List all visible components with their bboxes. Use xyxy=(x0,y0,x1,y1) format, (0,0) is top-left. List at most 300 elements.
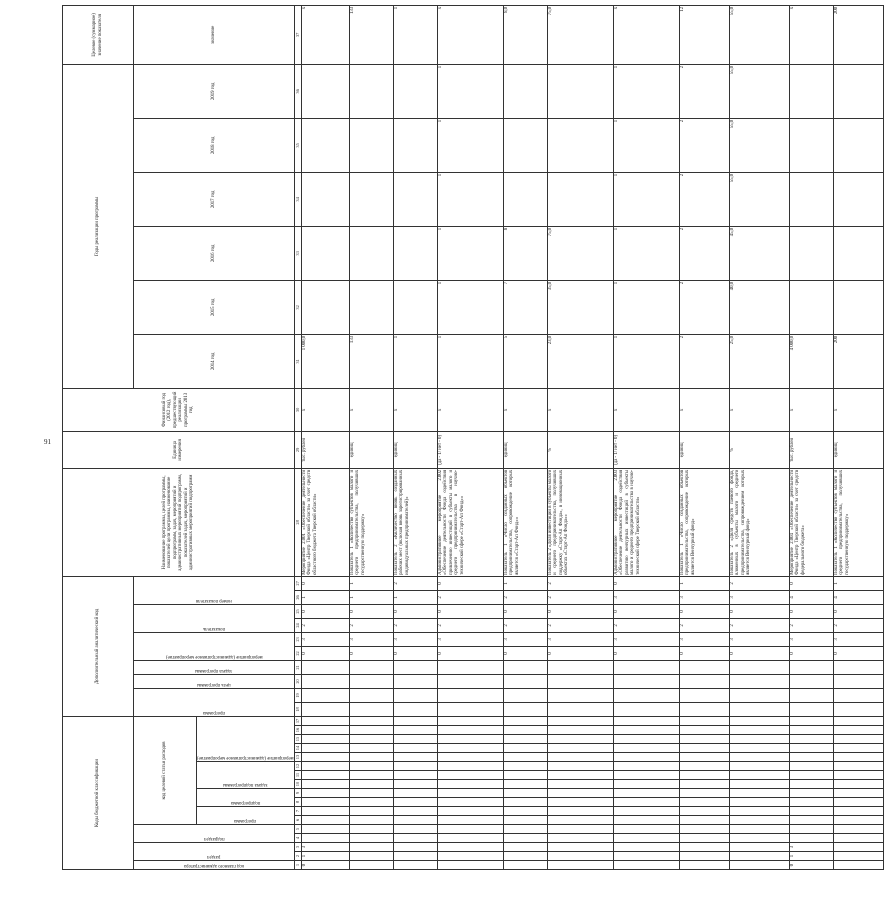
year-value-cell: 2 xyxy=(679,226,729,280)
year-value-cell xyxy=(789,280,833,334)
expense-code-cell xyxy=(437,726,503,735)
expense-code-cell xyxy=(789,726,833,735)
expense-code-cell xyxy=(437,762,503,771)
extra-code-cell: 0 xyxy=(503,646,547,660)
extra-code-cell: 1 xyxy=(301,590,349,604)
column-number-cell: 34 xyxy=(294,172,301,226)
year-value-cell: 2 xyxy=(679,334,729,388)
extra-code-cell: 1 xyxy=(833,576,883,590)
target-value-cell: х xyxy=(613,5,679,64)
column-number-cell: 23 xyxy=(294,632,301,646)
extra-code-cell: 0 xyxy=(349,646,393,660)
extra-code-cell: 3 xyxy=(679,590,729,604)
subsection-code-cell xyxy=(833,843,883,852)
column-number-cell: 32 xyxy=(294,280,301,334)
expense-code-cell xyxy=(679,716,729,725)
program-table xyxy=(62,5,884,870)
table-row xyxy=(547,5,613,869)
expense-code-cell xyxy=(679,825,729,834)
year-value-cell xyxy=(349,280,393,334)
column-number-cell: 36 xyxy=(294,64,301,118)
expense-code-cell xyxy=(393,716,437,725)
expense-code-cell xyxy=(503,816,547,825)
column-number-cell: 13 xyxy=(294,753,301,762)
expense-code-cell xyxy=(789,834,833,843)
extra-code-cell xyxy=(729,702,789,716)
expense-code-cell xyxy=(547,726,613,735)
table-row xyxy=(349,5,393,869)
extra-code-cell xyxy=(349,702,393,716)
expense-code-cell xyxy=(349,753,393,762)
year-value-cell xyxy=(393,118,437,172)
subsection-code-cell xyxy=(437,843,503,852)
expense-code-cell xyxy=(349,789,393,798)
expense-code-cell xyxy=(301,816,349,825)
extra-code-cell xyxy=(679,702,729,716)
expense-code-cell xyxy=(503,735,547,744)
extra-code-cell: 3 xyxy=(613,590,679,604)
extra-code-cell: 2 xyxy=(729,618,789,632)
expense-code-cell xyxy=(789,716,833,725)
column-number-cell: 33 xyxy=(294,226,301,280)
admin-code-cell xyxy=(547,861,613,870)
year-value-cell xyxy=(833,64,883,118)
extra-code-cell: 0 xyxy=(437,646,503,660)
table-row xyxy=(393,5,437,869)
expense-code-cell xyxy=(833,834,883,843)
expense-code-cell xyxy=(613,807,679,816)
extra-code-cell xyxy=(789,674,833,688)
year-value-cell xyxy=(547,64,613,118)
expense-code-cell xyxy=(393,744,437,753)
expense-code-cell xyxy=(301,789,349,798)
expense-code-cell xyxy=(503,771,547,780)
expense-code-cell xyxy=(503,807,547,816)
admin-code-cell xyxy=(349,861,393,870)
year-value-cell: 23,0 xyxy=(547,334,613,388)
expense-code-cell xyxy=(437,753,503,762)
column-number-cell: 16 xyxy=(294,726,301,735)
expense-code-cell xyxy=(437,716,503,725)
expense-code-cell xyxy=(729,798,789,807)
target-header: Целевое (суммарное) значение показателя xyxy=(63,5,134,64)
year-value-cell: 4 000,0 xyxy=(789,334,833,388)
year-value-cell: 75,0 xyxy=(547,226,613,280)
extra-code-cell: 0 xyxy=(833,646,883,660)
extra-code-cell: 0 xyxy=(349,604,393,618)
extra-code-cell: 3 xyxy=(679,632,729,646)
column-number-cell: 37 xyxy=(294,5,301,64)
column-number-cell: 5 xyxy=(294,825,301,834)
expense-code-cell xyxy=(789,753,833,762)
extra-col-indicator-number: номер показателя xyxy=(195,597,232,603)
budget-codes-header: Коды бюджетной классификации xyxy=(63,716,134,869)
extra-code-cell xyxy=(437,688,503,702)
subsection-code-cell xyxy=(393,843,437,852)
program-item-text: Показатель 1 «Количество субъектов малого и среднего предпринимательства, получивших государственную поддержку» xyxy=(349,468,393,576)
year-value-cell xyxy=(301,280,349,334)
admin-code-cell xyxy=(437,861,503,870)
expense-code-cell xyxy=(301,834,349,843)
header-row-1 xyxy=(63,5,134,869)
program-name-header: Наименование программы, целей программы, показателей цели программы, наименование подпрограмм, задач, мероприятий и административных мероприятий подпрограмм, показателей задач, мероприятий и административных мероприятий подпрограмм xyxy=(63,468,295,576)
expense-code-cell xyxy=(729,789,789,798)
extra-code-cell: 2 xyxy=(349,618,393,632)
expense-code-cell xyxy=(547,716,613,725)
extra-code-cell xyxy=(613,674,679,688)
expense-code-cell xyxy=(613,816,679,825)
expense-code-cell xyxy=(503,780,547,789)
unit-cell: тыс. рублей xyxy=(789,431,833,468)
fin-year-cell: х xyxy=(729,388,789,431)
expense-code-cell xyxy=(301,753,349,762)
admin-code-cell: 0 xyxy=(789,861,833,870)
expense-code-cell xyxy=(393,798,437,807)
extra-col-indicator: показатель xyxy=(202,625,225,631)
program-item-text: Показатель 2 «Доля средств паевого фонда, вложенных в субъекты малого и среднего предпринимательства, сопровождением которых является Венчурный фонд» xyxy=(729,468,789,576)
extra-col-event: мероприятие (административное мероприятие) xyxy=(165,653,263,659)
year-value-cell xyxy=(547,172,613,226)
expense-code-cell xyxy=(503,716,547,725)
column-number-cell: 28 xyxy=(294,468,301,576)
expense-code-cell xyxy=(349,798,393,807)
target-value-cell: 55,0 xyxy=(729,5,789,64)
year-2017-header: 2017 год xyxy=(134,172,295,226)
extra-code-cell: 0 xyxy=(301,646,349,660)
year-value-cell: 1 xyxy=(437,226,503,280)
year-value-cell xyxy=(503,64,547,118)
expense-code-cell xyxy=(503,825,547,834)
extra-code-cell: 0 xyxy=(613,576,679,590)
expense-code-cell xyxy=(349,780,393,789)
extra-code-cell xyxy=(729,660,789,674)
year-value-cell xyxy=(789,118,833,172)
year-value-cell xyxy=(301,64,349,118)
expense-code-cell xyxy=(613,825,679,834)
expense-code-cell xyxy=(547,825,613,834)
extra-code-cell xyxy=(789,688,833,702)
extra-code-cell: 3 xyxy=(503,632,547,646)
section-code-cell xyxy=(729,852,789,861)
expense-code-cell xyxy=(729,816,789,825)
column-number-cell: 20 xyxy=(294,674,301,688)
year-value-cell: 25,0 xyxy=(729,334,789,388)
extra-code-cell xyxy=(437,660,503,674)
admin-code-cell xyxy=(613,861,679,870)
section-code-cell xyxy=(547,852,613,861)
extra-code-cell xyxy=(613,702,679,716)
program-item-text: Показатель 1 «Количество субъектов малого и среднего предпринимательства, получивших государственную поддержку» xyxy=(833,468,883,576)
year-value-cell xyxy=(547,118,613,172)
extra-code-cell: 0 xyxy=(789,646,833,660)
year-value-cell xyxy=(789,64,833,118)
expense-code-cell xyxy=(349,726,393,735)
year-value-cell: 1 xyxy=(393,334,437,388)
extra-code-cell: 0 xyxy=(679,604,729,618)
unit-cell: тыс. рублей xyxy=(301,431,349,468)
column-number-cell: 1 xyxy=(294,861,301,870)
target-value-cell: х xyxy=(301,5,349,64)
expense-code-cell xyxy=(349,834,393,843)
extra-code-cell: 2 xyxy=(503,618,547,632)
year-value-cell xyxy=(833,226,883,280)
target-value-cell: 75,0 xyxy=(547,5,613,64)
year-value-cell xyxy=(833,280,883,334)
year-2019-header: 2019 год xyxy=(134,64,295,118)
extra-code-cell: 2 xyxy=(437,618,503,632)
extra-code-cell: 0 xyxy=(729,604,789,618)
extra-code-cell xyxy=(393,660,437,674)
admin-code-cell xyxy=(729,861,789,870)
program-item-text: Административное мероприятие 2.002 «Обеспечение деятельности Фонда содействия привлечению инвестиций в субъекты малого и среднего предпринимательства в научно-технической сфере «Старт-Ап Фонд»» xyxy=(437,468,503,576)
extra-code-cell xyxy=(613,660,679,674)
extra-code-cell xyxy=(789,660,833,674)
expense-code-cell xyxy=(393,816,437,825)
extra-code-header: Дополнительный аналитический код xyxy=(63,576,134,716)
extra-code-cell: 3 xyxy=(393,632,437,646)
year-value-cell: 1 xyxy=(437,334,503,388)
extra-code-cell: 2 xyxy=(301,618,349,632)
expense-code-cell xyxy=(789,825,833,834)
column-number-cell: 15 xyxy=(294,735,301,744)
extra-code-cell: 0 xyxy=(547,646,613,660)
code-col-section: раздел xyxy=(207,854,221,859)
column-number-cell: 24 xyxy=(294,618,301,632)
admin-code-cell xyxy=(393,861,437,870)
extra-code-cell xyxy=(301,688,349,702)
fin-year-header: Финансовый год (2012 год), предшествующий реализации программы 2013 год xyxy=(63,388,295,431)
admin-code-cell xyxy=(503,861,547,870)
extra-code-cell: 3 xyxy=(729,632,789,646)
code-col-subsection: подраздел xyxy=(203,836,225,841)
extra-code-cell xyxy=(349,674,393,688)
year-value-cell: 2 xyxy=(679,118,729,172)
program-item-text: Показатель 1 «Число созданных объектов предпринимательства, сопровождение которых является Венчурный фонд» xyxy=(679,468,729,576)
expense-code-cell xyxy=(547,834,613,843)
unit-cell: (да - 1/ нет - 0) xyxy=(613,431,679,468)
target-value-cell: 1 xyxy=(393,5,437,64)
extra-code-cell xyxy=(679,674,729,688)
year-value-cell: 55,0 xyxy=(729,172,789,226)
year-2016-header: 2016 год xyxy=(134,226,295,280)
expense-code-cell xyxy=(393,771,437,780)
year-value-cell: 1 xyxy=(613,172,679,226)
unit-cell: единиц xyxy=(503,431,547,468)
expense-code-cell xyxy=(789,771,833,780)
extra-code-cell xyxy=(393,702,437,716)
expense-code-cell xyxy=(437,807,503,816)
extra-code-cell: 3 xyxy=(729,590,789,604)
extra-code-cell: 2 xyxy=(729,576,789,590)
extra-code-cell: 4 xyxy=(833,590,883,604)
expense-code-cell xyxy=(679,816,729,825)
year-value-cell xyxy=(349,118,393,172)
extra-code-cell: 2 xyxy=(393,576,437,590)
expense-code-cell xyxy=(437,735,503,744)
extra-code-cell xyxy=(437,674,503,688)
expense-code-cell xyxy=(679,744,729,753)
expense-code-cell xyxy=(301,771,349,780)
extra-code-cell: 0 xyxy=(393,604,437,618)
year-value-cell xyxy=(789,226,833,280)
column-number-cell: 30 xyxy=(294,388,301,431)
target-value-cell: 8,0 xyxy=(503,5,547,64)
extra-code-cell xyxy=(613,688,679,702)
expense-code-cell xyxy=(613,753,679,762)
expense-code-cell xyxy=(679,735,729,744)
extra-code-cell xyxy=(393,674,437,688)
expense-code-cell xyxy=(301,780,349,789)
extra-code-cell: 0 xyxy=(393,646,437,660)
table-row xyxy=(613,5,679,869)
extra-code-cell xyxy=(349,660,393,674)
subsection-code-cell xyxy=(613,843,679,852)
expense-code-cell xyxy=(301,807,349,816)
unit-cell: единиц xyxy=(349,431,393,468)
extra-code-cell: 3 xyxy=(349,632,393,646)
target-value-cell: х xyxy=(789,5,833,64)
expense-code-cell xyxy=(679,789,729,798)
table-row xyxy=(833,5,883,869)
fin-year-cell: х xyxy=(789,388,833,431)
expense-code-header: код целевой статьи расходов xyxy=(134,716,197,824)
extra-code-cell: 2 xyxy=(547,576,613,590)
extra-col-program: программа xyxy=(202,709,225,715)
column-number-cell: 18 xyxy=(294,702,301,716)
expense-code-cell xyxy=(393,753,437,762)
rotated-content xyxy=(62,6,850,870)
section-code-cell xyxy=(613,852,679,861)
expense-code-cell xyxy=(301,798,349,807)
expense-code-cell xyxy=(613,762,679,771)
year-value-cell: 1 xyxy=(437,280,503,334)
column-number-cell: 10 xyxy=(294,780,301,789)
extra-code-cell: 0 xyxy=(789,604,833,618)
expense-code-cell xyxy=(301,825,349,834)
program-item-text: Мероприятие 2.001 «Обеспечение деятельности Фонда «Центр Тверской области» за счет средств областного бюджета Тверской области» xyxy=(301,468,349,576)
unit-cell: % xyxy=(729,431,789,468)
year-value-cell: 1 xyxy=(613,226,679,280)
expense-code-cell xyxy=(729,735,789,744)
expense-code-cell xyxy=(393,834,437,843)
year-2018-header: 2018 год xyxy=(134,118,295,172)
unit-cell: единиц xyxy=(679,431,729,468)
extra-code-cell: 1 xyxy=(393,590,437,604)
year-value-cell xyxy=(349,226,393,280)
year-value-cell: 1 xyxy=(437,64,503,118)
year-value-cell xyxy=(789,172,833,226)
year-value-cell xyxy=(503,172,547,226)
year-value-cell xyxy=(349,172,393,226)
table-row xyxy=(729,5,789,869)
fin-year-cell: х xyxy=(547,388,613,431)
column-number-cell: 22 xyxy=(294,646,301,660)
extra-code-cell: 4 xyxy=(789,590,833,604)
extra-code-cell: 1 xyxy=(349,576,393,590)
expense-code-cell xyxy=(613,771,679,780)
expense-code-cell xyxy=(729,744,789,753)
expense-code-cell xyxy=(729,753,789,762)
column-number-cell: 2 xyxy=(294,852,301,861)
extra-code-cell xyxy=(301,674,349,688)
expense-code-cell xyxy=(349,771,393,780)
target-value-cell: х xyxy=(437,5,503,64)
table-row xyxy=(503,5,547,869)
expense-code-cell xyxy=(833,798,883,807)
column-number-cell: 11 xyxy=(294,771,301,780)
year-value-cell: 2 xyxy=(679,280,729,334)
code-col-event: мероприятие (административное мероприятие) xyxy=(197,755,294,760)
extra-code-cell xyxy=(789,702,833,716)
expense-code-cell xyxy=(679,753,729,762)
expense-code-cell xyxy=(393,726,437,735)
year-value-cell: 1 xyxy=(613,64,679,118)
column-number-cell: 3 xyxy=(294,843,301,852)
extra-code-cell: 0 xyxy=(679,646,729,660)
expense-code-cell xyxy=(789,789,833,798)
year-value-cell xyxy=(833,118,883,172)
unit-cell: единиц xyxy=(393,431,437,468)
expense-code-cell xyxy=(833,753,883,762)
year-value-cell: 35,0 xyxy=(547,280,613,334)
subsection-code-cell xyxy=(729,843,789,852)
subsection-code-cell xyxy=(679,843,729,852)
expense-code-cell xyxy=(349,735,393,744)
fin-year-cell: х xyxy=(301,388,349,431)
expense-code-cell xyxy=(349,825,393,834)
expense-code-cell xyxy=(547,762,613,771)
year-value-cell xyxy=(393,172,437,226)
extra-code-cell xyxy=(301,660,349,674)
column-number-row xyxy=(294,5,301,869)
expense-code-cell xyxy=(679,807,729,816)
extra-code-cell xyxy=(833,702,883,716)
year-value-cell: 1 xyxy=(613,280,679,334)
program-item-text: Показатель 2 «Количество вновь созданных рабочих мест (включая вновь зарегистрированных индивидуальных предпринимателей)» xyxy=(393,468,437,576)
year-value-cell xyxy=(393,280,437,334)
extra-code-cell xyxy=(503,702,547,716)
expense-code-cell xyxy=(349,816,393,825)
extra-code-cell xyxy=(437,702,503,716)
expense-code-cell xyxy=(613,789,679,798)
expense-code-cell xyxy=(503,744,547,753)
extra-code-cell: 2 xyxy=(679,618,729,632)
year-value-cell xyxy=(301,172,349,226)
expense-code-cell xyxy=(437,834,503,843)
extra-code-cell: 3 xyxy=(789,632,833,646)
extra-col-task: задача программы xyxy=(195,667,233,673)
expense-code-cell xyxy=(547,816,613,825)
expense-code-cell xyxy=(833,816,883,825)
expense-code-cell xyxy=(393,807,437,816)
fin-year-cell: х xyxy=(393,388,437,431)
table-row xyxy=(301,5,349,869)
expense-code-cell xyxy=(729,807,789,816)
column-number-cell: 7 xyxy=(294,807,301,816)
expense-code-cell xyxy=(503,834,547,843)
year-value-cell xyxy=(393,226,437,280)
table-body xyxy=(301,5,883,869)
unit-cell: % xyxy=(547,431,613,468)
extra-code-cell: 1 xyxy=(503,576,547,590)
fin-year-cell: х xyxy=(679,388,729,431)
code-col-subtask: задача подпрограммы xyxy=(223,782,268,787)
extra-code-cell xyxy=(729,688,789,702)
expense-code-cell xyxy=(437,825,503,834)
year-value-cell: 40,0 xyxy=(729,280,789,334)
subsection-code-cell xyxy=(503,843,547,852)
expense-code-cell xyxy=(789,762,833,771)
